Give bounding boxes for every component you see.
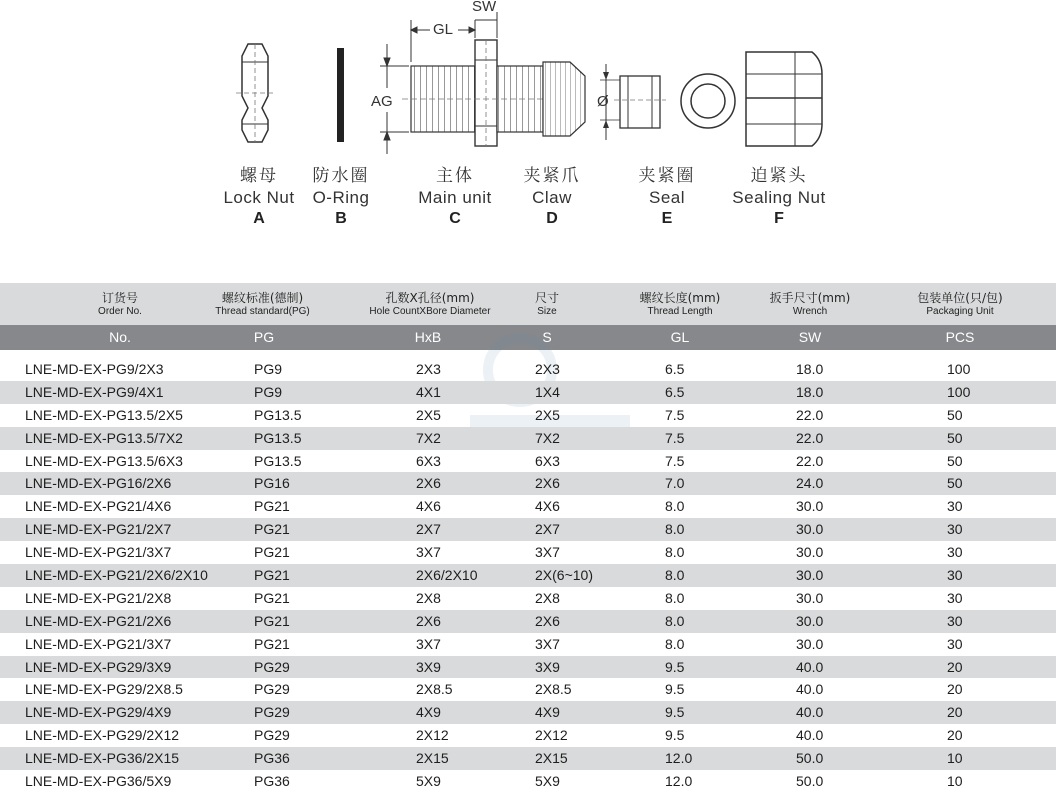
thread-length-cell: 7.5 <box>665 429 685 446</box>
table-row <box>0 427 1056 450</box>
claw-drawing <box>543 62 585 136</box>
order-no-cell: LNE-MD-EX-PG13.5/7X2 <box>25 429 183 446</box>
size-cell: 6X3 <box>535 452 560 469</box>
order-no-cell: LNE-MD-EX-PG29/3X9 <box>25 658 172 675</box>
wrench-cell: 24.0 <box>796 475 824 492</box>
thread-standard-cell: PG21 <box>254 635 290 652</box>
size-cell: 2X12 <box>535 727 568 744</box>
column-header-en: Thread standard(PG) <box>215 305 310 317</box>
thread-standard-cell: PG29 <box>254 727 290 744</box>
thread-length-cell: 12.0 <box>665 773 693 790</box>
size-cell: 2X8 <box>535 589 560 606</box>
component-main-unit <box>405 161 505 228</box>
component-letter: E <box>661 210 673 227</box>
size-cell: 2X(6~10) <box>535 567 593 584</box>
column-header-cn: 尺寸 <box>534 290 559 305</box>
column-header-size <box>517 283 577 325</box>
column-header-en: Size <box>537 305 557 317</box>
packaging-unit-cell: 50 <box>947 429 963 446</box>
hole-count-cell: 3X7 <box>416 635 441 652</box>
wrench-cell: 30.0 <box>796 544 824 561</box>
thread-standard-cell: PG29 <box>254 658 290 675</box>
packaging-unit-cell: 30 <box>947 544 963 561</box>
table-row <box>0 656 1056 679</box>
thread-standard-cell: PG21 <box>254 589 290 606</box>
dimension-sw-label: SW <box>472 0 497 15</box>
size-cell: 2X6 <box>535 475 560 492</box>
thread-standard-cell: PG13.5 <box>254 406 302 423</box>
thread-standard-cell: PG16 <box>254 475 290 492</box>
packaging-unit-cell: 30 <box>947 612 963 629</box>
packaging-unit-cell: 100 <box>947 361 971 377</box>
order-no-cell: LNE-MD-EX-PG21/2X6 <box>25 612 172 629</box>
thread-length-cell: 9.5 <box>665 681 685 698</box>
hole-count-cell: 2X12 <box>416 727 449 744</box>
size-cell: 4X6 <box>535 498 560 515</box>
order-no-cell: LNE-MD-EX-PG9/4X1 <box>25 383 164 400</box>
thread-length-cell: 7.0 <box>665 475 685 492</box>
wrench-cell: 40.0 <box>796 658 824 675</box>
wrench-cell: 30.0 <box>796 612 824 629</box>
size-cell: 2X3 <box>535 361 560 377</box>
order-no-cell: LNE-MD-EX-PG21/2X6/2X10 <box>25 567 208 584</box>
thread-length-cell: 8.0 <box>665 635 685 652</box>
thread-length-cell: 6.5 <box>665 383 685 400</box>
packaging-unit-cell: 20 <box>947 658 963 675</box>
o-ring-drawing <box>337 48 344 142</box>
component-lock-nut <box>215 161 303 228</box>
column-header-packaging-unit <box>905 283 1015 325</box>
hole-count-cell: 4X9 <box>416 704 441 721</box>
table-row <box>0 701 1056 724</box>
wrench-cell: 40.0 <box>796 704 824 721</box>
hole-count-cell: 4X1 <box>416 383 441 400</box>
wrench-cell: 18.0 <box>796 361 824 377</box>
hole-count-cell: 5X9 <box>416 773 441 790</box>
table-row <box>0 770 1056 793</box>
order-no-cell: LNE-MD-EX-PG29/4X9 <box>25 704 172 721</box>
wrench-cell: 22.0 <box>796 429 824 446</box>
packaging-unit-cell: 50 <box>947 406 963 423</box>
product-table-body <box>0 358 1056 793</box>
column-code-sw: SW <box>798 329 822 345</box>
table-row <box>0 541 1056 564</box>
packaging-unit-cell: 20 <box>947 727 963 744</box>
table-row <box>0 404 1056 427</box>
table-row <box>0 747 1056 770</box>
column-header-en: Hole CountXBore Diameter <box>369 305 491 317</box>
size-cell: 2X7 <box>535 521 560 538</box>
thread-standard-cell: PG9 <box>254 383 283 400</box>
column-header-hole-count <box>355 283 505 325</box>
table-row <box>0 678 1056 701</box>
column-header-wrench <box>760 283 860 325</box>
size-cell: 2X8.5 <box>535 681 572 698</box>
component-cn-label: 主体 <box>436 166 474 186</box>
packaging-unit-cell: 50 <box>947 475 963 492</box>
thread-standard-cell: PG36 <box>254 773 290 790</box>
wrench-cell: 22.0 <box>796 452 824 469</box>
column-header-cn: 订货号 <box>101 290 138 305</box>
column-header-cn: 扳手尺寸(mm) <box>769 290 851 305</box>
table-row <box>0 610 1056 633</box>
component-en-label: Seal <box>648 188 686 207</box>
column-code-no: No. <box>109 329 131 345</box>
packaging-unit-cell: 100 <box>947 383 971 400</box>
thread-length-cell: 12.0 <box>665 750 693 767</box>
order-no-cell: LNE-MD-EX-PG9/2X3 <box>25 361 164 377</box>
column-header-en: Thread Length <box>647 305 713 317</box>
column-header-thread-standard <box>200 283 325 325</box>
size-cell: 5X9 <box>535 773 560 790</box>
packaging-unit-cell: 50 <box>947 452 963 469</box>
column-code-gl: GL <box>670 329 690 345</box>
thread-standard-cell: PG29 <box>254 704 290 721</box>
column-code-hxb: HxB <box>414 329 442 345</box>
component-cn-label: 迫紧头 <box>750 166 808 186</box>
table-row <box>0 518 1056 541</box>
hole-count-cell: 2X3 <box>416 361 441 377</box>
size-cell: 7X2 <box>535 429 560 446</box>
main-unit-drawing <box>402 40 552 146</box>
hole-count-cell: 2X8.5 <box>416 681 453 698</box>
table-row <box>0 450 1056 473</box>
size-cell: 3X7 <box>535 544 560 561</box>
thread-length-cell: 6.5 <box>665 361 685 377</box>
lock-nut-drawing <box>236 44 274 142</box>
order-no-cell: LNE-MD-EX-PG21/2X8 <box>25 589 172 606</box>
hole-count-cell: 2X6/2X10 <box>416 567 478 584</box>
wrench-cell: 50.0 <box>796 773 824 790</box>
hole-count-cell: 2X7 <box>416 521 441 538</box>
thread-standard-cell: PG13.5 <box>254 429 302 446</box>
wrench-cell: 30.0 <box>796 567 824 584</box>
thread-standard-cell: PG21 <box>254 498 290 515</box>
column-header-en: Packaging Unit <box>926 305 994 317</box>
thread-standard-cell: PG36 <box>254 750 290 767</box>
column-header-cn: 孔数X孔径(mm) <box>385 290 475 305</box>
component-en-label: Main unit <box>418 188 492 207</box>
size-cell: 2X6 <box>535 612 560 629</box>
order-no-cell: LNE-MD-EX-PG36/5X9 <box>25 773 172 790</box>
hole-count-cell: 6X3 <box>416 452 441 469</box>
order-no-cell: LNE-MD-EX-PG13.5/6X3 <box>25 452 183 469</box>
exploded-view-drawing <box>0 0 1056 160</box>
thread-standard-cell: PG29 <box>254 681 290 698</box>
thread-length-cell: 9.5 <box>665 658 685 675</box>
column-header-cn: 包装单位(只/包) <box>917 290 1003 305</box>
thread-length-cell: 9.5 <box>665 727 685 744</box>
packaging-unit-cell: 30 <box>947 635 963 652</box>
thread-length-cell: 8.0 <box>665 498 685 515</box>
component-o-ring <box>300 161 382 228</box>
size-cell: 3X7 <box>535 635 560 652</box>
thread-standard-cell: PG21 <box>254 521 290 538</box>
component-en-label: O-Ring <box>312 188 370 207</box>
size-cell: 2X5 <box>535 406 560 423</box>
thread-length-cell: 7.5 <box>665 452 685 469</box>
column-header-thread-length <box>630 283 730 325</box>
component-seal <box>627 161 707 228</box>
thread-length-cell: 8.0 <box>665 612 685 629</box>
order-no-cell: LNE-MD-EX-PG29/2X12 <box>25 727 180 744</box>
order-no-cell: LNE-MD-EX-PG36/2X15 <box>25 750 180 767</box>
order-no-cell: LNE-MD-EX-PG21/3X7 <box>25 544 172 561</box>
column-header-cn: 螺纹标准(德制) <box>221 290 304 305</box>
hole-count-cell: 2X6 <box>416 612 441 629</box>
component-en-label: Sealing Nut <box>732 188 826 207</box>
size-cell: 4X9 <box>535 704 560 721</box>
packaging-unit-cell: 10 <box>947 773 963 790</box>
dimension-diameter-label: Ø <box>597 93 609 110</box>
thread-length-cell: 8.0 <box>665 589 685 606</box>
dimension-ag-label: AG <box>371 93 393 110</box>
thread-standard-cell: PG13.5 <box>254 452 302 469</box>
packaging-unit-cell: 30 <box>947 498 963 515</box>
component-cn-label: 螺母 <box>240 166 278 186</box>
component-letter: C <box>449 210 461 227</box>
component-en-label: Lock Nut <box>223 188 295 207</box>
column-header-en: Order No. <box>98 305 142 317</box>
table-row <box>0 472 1056 495</box>
component-claw <box>512 161 592 228</box>
component-letter: D <box>546 210 558 227</box>
seal-drawing <box>600 64 666 140</box>
column-code-pg: PG <box>253 329 275 345</box>
thread-standard-cell: PG21 <box>254 567 290 584</box>
hole-count-cell: 2X15 <box>416 750 449 767</box>
packaging-unit-cell: 30 <box>947 521 963 538</box>
thread-standard-cell: PG9 <box>254 361 283 377</box>
wrench-cell: 40.0 <box>796 681 824 698</box>
wrench-cell: 50.0 <box>796 750 824 767</box>
packaging-unit-cell: 20 <box>947 704 963 721</box>
wrench-cell: 30.0 <box>796 498 824 515</box>
table-row <box>0 564 1056 587</box>
thread-length-cell: 8.0 <box>665 567 685 584</box>
wrench-cell: 18.0 <box>796 383 824 400</box>
hole-count-cell: 3X9 <box>416 658 441 675</box>
order-no-cell: LNE-MD-EX-PG16/2X6 <box>25 475 172 492</box>
component-cn-label: 防水圈 <box>312 166 370 186</box>
hole-count-cell: 7X2 <box>416 429 441 446</box>
packaging-unit-cell: 30 <box>947 567 963 584</box>
component-diagram <box>0 0 1056 240</box>
wrench-cell: 30.0 <box>796 635 824 652</box>
order-no-cell: LNE-MD-EX-PG29/2X8.5 <box>25 681 183 698</box>
column-code-pcs: PCS <box>945 329 975 345</box>
packaging-unit-cell: 30 <box>947 589 963 606</box>
wrench-cell: 30.0 <box>796 589 824 606</box>
component-letter: F <box>774 210 784 227</box>
hole-count-cell: 4X6 <box>416 498 441 515</box>
table-row <box>0 381 1056 404</box>
dimension-gl-label: GL <box>433 21 454 38</box>
hole-count-cell: 2X5 <box>416 406 441 423</box>
hole-count-cell: 3X7 <box>416 544 441 561</box>
table-row <box>0 587 1056 610</box>
wrench-cell: 30.0 <box>796 521 824 538</box>
component-letter: B <box>335 210 347 227</box>
table-row <box>0 358 1056 381</box>
component-cn-label: 夹紧爪 <box>523 166 581 186</box>
component-letter: A <box>253 210 265 227</box>
thread-length-cell: 8.0 <box>665 544 685 561</box>
table-header-descriptions <box>0 283 1056 325</box>
order-no-cell: LNE-MD-EX-PG21/3X7 <box>25 635 172 652</box>
thread-length-cell: 8.0 <box>665 521 685 538</box>
wrench-cell: 22.0 <box>796 406 824 423</box>
thread-standard-cell: PG21 <box>254 544 290 561</box>
order-no-cell: LNE-MD-EX-PG21/4X6 <box>25 498 172 515</box>
component-en-label: Claw <box>532 188 572 207</box>
order-no-cell: LNE-MD-EX-PG21/2X7 <box>25 521 172 538</box>
thread-standard-cell: PG21 <box>254 612 290 629</box>
size-cell: 3X9 <box>535 658 560 675</box>
table-row <box>0 633 1056 656</box>
table-row <box>0 724 1056 747</box>
size-cell: 1X4 <box>535 383 560 400</box>
hole-count-cell: 2X6 <box>416 475 441 492</box>
order-no-cell: LNE-MD-EX-PG13.5/2X5 <box>25 406 183 423</box>
column-code-s: S <box>542 329 552 345</box>
thread-length-cell: 7.5 <box>665 406 685 423</box>
wrench-cell: 40.0 <box>796 727 824 744</box>
thread-length-cell: 9.5 <box>665 704 685 721</box>
column-header-cn: 螺纹长度(mm) <box>639 290 721 305</box>
table-row <box>0 495 1056 518</box>
hole-count-cell: 2X8 <box>416 589 441 606</box>
packaging-unit-cell: 10 <box>947 750 963 767</box>
component-sealing-nut <box>724 161 834 228</box>
seal-ring-drawing <box>681 74 735 128</box>
size-cell: 2X15 <box>535 750 568 767</box>
packaging-unit-cell: 20 <box>947 681 963 698</box>
column-header-order-no <box>60 283 180 325</box>
column-header-en: Wrench <box>792 305 828 317</box>
component-cn-label: 夹紧圈 <box>638 166 696 186</box>
sealing-nut-drawing <box>746 52 822 146</box>
